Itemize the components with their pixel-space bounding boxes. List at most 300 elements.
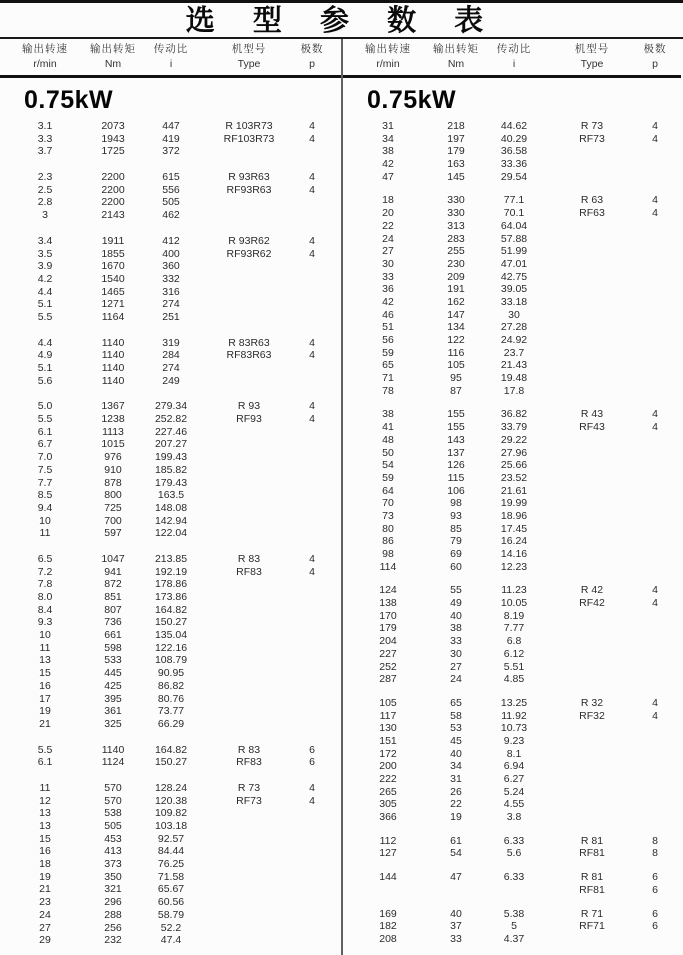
poles-cell (635, 485, 675, 498)
table-row (0, 782, 341, 795)
ratio-cell: 4.85 (503, 673, 525, 686)
speed-cell: 3.1 (37, 120, 53, 132)
speed-cell (343, 884, 433, 897)
speed-cell: 50 (382, 446, 394, 459)
ratio-cell: 21.43 (500, 359, 528, 372)
torque-cell: 313 (447, 219, 465, 232)
speed-cell: 54 (382, 459, 394, 472)
type-cell: R 83R63 (228, 336, 270, 349)
ratio-cell: 92.57 (157, 832, 185, 845)
table-row (343, 798, 681, 811)
torque-cell: 26 (450, 785, 462, 798)
poles-cell: 4 (309, 132, 315, 145)
torque-cell: 1943 (101, 132, 125, 145)
speed-cell: 182 (379, 920, 397, 933)
table-row (343, 421, 681, 434)
poles-cell (635, 735, 675, 748)
speed-cell: 151 (379, 734, 397, 747)
table-row (343, 271, 681, 284)
ratio-cell: 207.27 (154, 438, 188, 451)
column-header-label: 机型号 (574, 43, 610, 55)
poles-cell (292, 311, 332, 324)
model-group (343, 871, 681, 896)
table-row (343, 207, 681, 220)
torque-cell: 137 (447, 446, 465, 459)
torque-cell: 93 (450, 509, 462, 522)
speed-cell: 2.8 (37, 196, 53, 209)
type-cell (206, 845, 292, 858)
type-cell (549, 510, 635, 523)
type-cell (206, 426, 292, 439)
table-row (343, 296, 681, 309)
table-row (0, 807, 341, 820)
torque-cell: 2143 (101, 209, 125, 222)
table-row (343, 920, 681, 933)
torque-cell: 40 (450, 609, 462, 622)
torque-cell: 2200 (101, 171, 125, 184)
ratio-cell: 11.23 (501, 584, 527, 597)
torque-cell: 38 (450, 622, 462, 635)
type-cell: R 73 (237, 781, 261, 794)
type-cell: R 73 (580, 120, 604, 132)
poles-cell (292, 464, 332, 477)
type-cell (206, 667, 292, 680)
speed-cell: 6.1 (37, 756, 53, 769)
column-header-unit: Type (237, 58, 261, 70)
ratio-cell: 33.79 (500, 421, 528, 434)
poles-cell (635, 372, 675, 385)
type-cell (206, 196, 292, 209)
speed-cell: 27 (382, 245, 394, 258)
poles-cell: 4 (652, 709, 658, 722)
speed-cell: 4.4 (37, 285, 53, 298)
type-cell (549, 158, 635, 171)
poles-cell (635, 334, 675, 347)
speed-cell: 2.5 (37, 183, 53, 196)
ratio-cell: 86.82 (157, 679, 185, 692)
speed-cell: 12 (39, 794, 51, 807)
table-row (0, 120, 341, 133)
type-cell: R 43 (580, 408, 604, 421)
table-row (0, 515, 341, 528)
speed-cell: 19 (39, 870, 51, 883)
speed-cell: 24 (382, 232, 394, 245)
speed-cell: 15 (39, 667, 51, 680)
speed-cell: 130 (379, 722, 397, 735)
poles-cell (292, 145, 332, 158)
ratio-cell: 252.82 (154, 413, 188, 426)
poles-cell (635, 447, 675, 460)
ratio-cell: 249 (162, 374, 180, 387)
speed-cell: 59 (382, 346, 394, 359)
type-cell: RF32 (579, 709, 605, 722)
torque-cell: 538 (104, 807, 122, 820)
type-cell: R 63 (580, 194, 604, 207)
table-row (0, 616, 341, 629)
table-row (343, 408, 681, 421)
poles-cell (635, 661, 675, 674)
poles-cell (635, 648, 675, 661)
poles-cell (635, 933, 675, 946)
type-cell (549, 271, 635, 284)
speed-cell: 46 (382, 308, 394, 321)
model-group (0, 400, 341, 540)
table-row (343, 245, 681, 258)
torque-cell: 45 (450, 734, 462, 747)
table-row (343, 561, 681, 574)
speed-cell: 204 (379, 635, 397, 648)
ratio-cell: 27.28 (500, 321, 528, 334)
poles-cell (635, 673, 675, 686)
poles-cell (635, 309, 675, 322)
type-cell (206, 909, 292, 922)
ratio-cell: 77.1 (503, 194, 525, 207)
table-row (343, 283, 681, 296)
ratio-cell: 29.22 (500, 433, 528, 446)
speed-cell: 144 (379, 871, 397, 884)
table-row (343, 194, 681, 207)
poles-cell (292, 298, 332, 311)
type-cell (549, 648, 635, 661)
torque-cell: 40 (450, 907, 462, 920)
type-cell (206, 578, 292, 591)
table-row (343, 933, 681, 946)
ratio-cell: 51.99 (500, 245, 528, 258)
torque-cell: 147 (447, 308, 465, 321)
ratio-cell: 21.61 (500, 484, 528, 497)
table-row (0, 693, 341, 706)
column-header-label: 传动比 (153, 43, 189, 55)
speed-cell: 138 (379, 597, 397, 610)
type-cell: R 93R63 (228, 171, 270, 184)
table-row (0, 909, 341, 922)
speed-cell: 71 (382, 372, 394, 385)
ratio-cell: 57.88 (500, 232, 528, 245)
ratio-cell: 10.73 (500, 722, 528, 735)
ratio-cell: 192.19 (154, 565, 188, 578)
ratio-cell: 274 (162, 362, 180, 374)
type-cell: R 81 (580, 871, 604, 884)
table-row (0, 833, 341, 846)
ratio-cell: 64.04 (500, 219, 528, 232)
table-row (343, 597, 681, 610)
ratio-cell: 615 (162, 171, 180, 184)
poles-cell: 4 (309, 413, 315, 426)
poles-cell: 4 (652, 408, 658, 421)
torque-cell: 2200 (101, 183, 125, 196)
ratio-cell: 7.77 (503, 622, 525, 635)
speed-cell: 30 (382, 257, 394, 270)
torque-cell: 55 (450, 584, 462, 597)
type-cell (206, 896, 292, 909)
table-row (0, 858, 341, 871)
ratio-cell: 76.25 (157, 858, 185, 871)
type-cell: RF71 (579, 920, 605, 933)
ratio-cell: 8.1 (506, 747, 522, 760)
poles-cell (292, 209, 332, 222)
speed-cell: 5.1 (37, 298, 53, 311)
poles-cell: 4 (309, 336, 315, 349)
speed-cell: 15 (39, 832, 51, 845)
poles-cell (292, 591, 332, 604)
torque-cell: 330 (447, 207, 465, 220)
ratio-cell: 39.05 (500, 283, 528, 296)
poles-cell (292, 896, 332, 909)
poles-cell (635, 760, 675, 773)
ratio-cell: 70.1 (503, 207, 525, 220)
ratio-cell: 279.34 (154, 400, 188, 413)
table-row (0, 795, 341, 808)
speed-cell: 27 (39, 921, 51, 934)
speed-cell: 8.5 (37, 489, 53, 502)
table-row (0, 196, 341, 209)
poles-cell (635, 722, 675, 735)
type-cell (206, 591, 292, 604)
torque-cell: 910 (104, 463, 122, 476)
type-cell (549, 245, 635, 258)
speed-cell: 24 (39, 908, 51, 921)
ratio-cell: 142.94 (154, 514, 188, 527)
torque-cell: 1140 (101, 349, 125, 362)
table-row (0, 820, 341, 833)
table-row (343, 584, 681, 597)
column-header (206, 42, 292, 75)
table-row (0, 667, 341, 680)
torque-cell: 1271 (101, 298, 125, 311)
table-row (0, 362, 341, 375)
ratio-cell: 25.66 (500, 459, 528, 472)
type-cell (206, 438, 292, 451)
torque-cell: 162 (447, 295, 465, 308)
poles-cell (635, 271, 675, 284)
column-header-label: 传动比 (496, 43, 532, 55)
type-cell (206, 820, 292, 833)
ratio-cell: 6.94 (503, 760, 525, 773)
poles-cell: 4 (309, 349, 315, 362)
torque-cell: 736 (104, 616, 122, 629)
type-cell (206, 858, 292, 871)
type-cell (206, 718, 292, 731)
torque-cell: 598 (104, 641, 122, 654)
poles-cell: 4 (652, 194, 658, 207)
type-cell (206, 604, 292, 617)
torque-cell: 807 (104, 603, 122, 616)
type-cell: RF73 (236, 794, 262, 807)
ratio-cell: 17.8 (503, 384, 525, 397)
torque-cell: 872 (104, 578, 122, 591)
ratio-cell: 65.67 (157, 883, 185, 896)
torque-cell: 116 (447, 346, 465, 359)
type-cell (549, 535, 635, 548)
type-cell (549, 220, 635, 233)
speed-cell: 305 (379, 798, 397, 811)
table-row (343, 309, 681, 322)
left-column-table (0, 39, 341, 955)
type-cell (549, 673, 635, 686)
torque-cell: 453 (104, 832, 122, 845)
speed-cell: 20 (382, 207, 394, 220)
type-cell (549, 548, 635, 561)
table-row (343, 697, 681, 710)
type-cell (549, 447, 635, 460)
torque-cell: 232 (104, 934, 122, 947)
ratio-cell: 23.52 (500, 471, 528, 484)
type-cell: R 93R62 (228, 234, 270, 247)
type-cell (206, 527, 292, 540)
speed-cell: 9.4 (37, 501, 53, 514)
ratio-cell: 40.29 (500, 132, 528, 145)
column-header-unit: Nm (104, 58, 122, 70)
poles-cell (292, 515, 332, 528)
poles-cell (635, 434, 675, 447)
torque-cell: 256 (104, 921, 122, 934)
column-header (343, 42, 433, 75)
poles-cell: 4 (309, 234, 315, 247)
speed-cell: 11 (39, 527, 51, 540)
table-row (343, 133, 681, 146)
poles-cell (635, 798, 675, 811)
model-group (0, 744, 341, 769)
ratio-cell: 19.99 (500, 497, 528, 510)
torque-cell: 1140 (101, 743, 125, 756)
poles-cell (292, 578, 332, 591)
column-header-unit: i (512, 58, 516, 70)
ratio-cell: 6.33 (503, 834, 525, 847)
ratio-cell: 52.2 (160, 921, 182, 934)
speed-cell: 73 (382, 509, 394, 522)
table-row (343, 233, 681, 246)
table-row (343, 347, 681, 360)
table-row (343, 158, 681, 171)
poles-cell (635, 258, 675, 271)
table-row (0, 133, 341, 146)
poles-cell: 4 (309, 171, 315, 184)
model-group (0, 782, 341, 947)
table-row (343, 472, 681, 485)
table-row (343, 661, 681, 674)
speed-cell: 34 (382, 132, 394, 145)
ratio-cell: 274 (162, 298, 180, 311)
table-row (343, 908, 681, 921)
ratio-cell: 17.45 (500, 522, 528, 535)
torque-cell: 395 (104, 692, 122, 705)
type-cell (206, 642, 292, 655)
speed-cell: 117 (379, 709, 397, 722)
model-group (343, 908, 681, 946)
table-row (0, 934, 341, 947)
ratio-cell: 164.82 (154, 743, 188, 756)
type-cell (206, 705, 292, 718)
ratio-cell: 11.92 (501, 709, 527, 722)
speed-cell: 38 (382, 408, 394, 421)
torque-cell: 1113 (102, 425, 124, 438)
ratio-cell: 14.16 (500, 548, 528, 560)
speed-cell: 80 (382, 522, 394, 535)
speed-cell: 56 (382, 334, 394, 346)
poles-cell: 4 (309, 781, 315, 794)
type-cell (549, 523, 635, 536)
type-cell (549, 434, 635, 447)
table-row (343, 145, 681, 158)
type-cell (549, 359, 635, 372)
poles-cell: 6 (309, 743, 315, 756)
type-cell (206, 629, 292, 642)
torque-cell: 350 (104, 870, 122, 883)
speed-cell: 227 (379, 647, 397, 660)
ratio-cell: 10.05 (500, 597, 528, 610)
poles-cell (635, 220, 675, 233)
torque-cell: 1124 (101, 756, 125, 769)
table-row (0, 248, 341, 261)
poles-cell (292, 705, 332, 718)
ratio-cell: 103.18 (154, 820, 188, 832)
table-row (0, 298, 341, 311)
type-cell (206, 616, 292, 629)
speed-cell: 8.4 (37, 603, 53, 616)
torque-cell: 255 (447, 245, 465, 258)
table-row (343, 372, 681, 385)
torque-cell: 27 (450, 660, 462, 673)
speed-cell: 59 (382, 471, 394, 484)
torque-cell: 373 (104, 858, 122, 871)
type-cell (206, 680, 292, 693)
type-cell (549, 798, 635, 811)
type-cell (549, 661, 635, 674)
speed-cell: 200 (379, 760, 397, 773)
poles-cell (635, 535, 675, 548)
poles-cell (292, 667, 332, 680)
type-cell: R 83 (237, 552, 261, 565)
type-cell (549, 773, 635, 786)
poles-cell (292, 616, 332, 629)
poles-cell (292, 909, 332, 922)
speed-cell: 6.7 (37, 438, 53, 451)
speed-cell: 13 (39, 807, 51, 820)
table-row (343, 811, 681, 824)
table-row (0, 883, 341, 896)
speed-cell: 2.3 (37, 171, 53, 184)
table-row (343, 635, 681, 648)
torque-cell: 47 (450, 871, 462, 884)
torque-cell: 533 (104, 654, 122, 667)
ratio-cell: 462 (162, 209, 180, 222)
torque-cell: 115 (447, 471, 465, 484)
table-row (0, 337, 341, 350)
table-row (343, 710, 681, 723)
ratio-cell: 109.82 (154, 807, 188, 820)
table-row (343, 760, 681, 773)
speed-cell: 3.4 (37, 234, 53, 247)
poles-cell: 4 (652, 421, 658, 434)
torque-cell: 2200 (101, 196, 125, 209)
table-row (0, 845, 341, 858)
type-cell (549, 748, 635, 761)
poles-cell (292, 922, 332, 935)
ratio-cell: 5.6 (506, 847, 522, 860)
torque-cell: 179 (447, 145, 465, 158)
table-row (343, 258, 681, 271)
column-header-label: 输出转矩 (90, 43, 136, 55)
right-column-table (341, 39, 681, 955)
torque-cell: 851 (104, 591, 122, 603)
torque-cell: 69 (450, 548, 462, 560)
torque-cell: 87 (450, 384, 462, 397)
ratio-cell: 47.4 (160, 934, 182, 947)
type-cell (206, 362, 292, 375)
poles-cell (635, 283, 675, 296)
table-row (0, 464, 341, 477)
left-power-heading: 0.75kW (24, 86, 114, 114)
